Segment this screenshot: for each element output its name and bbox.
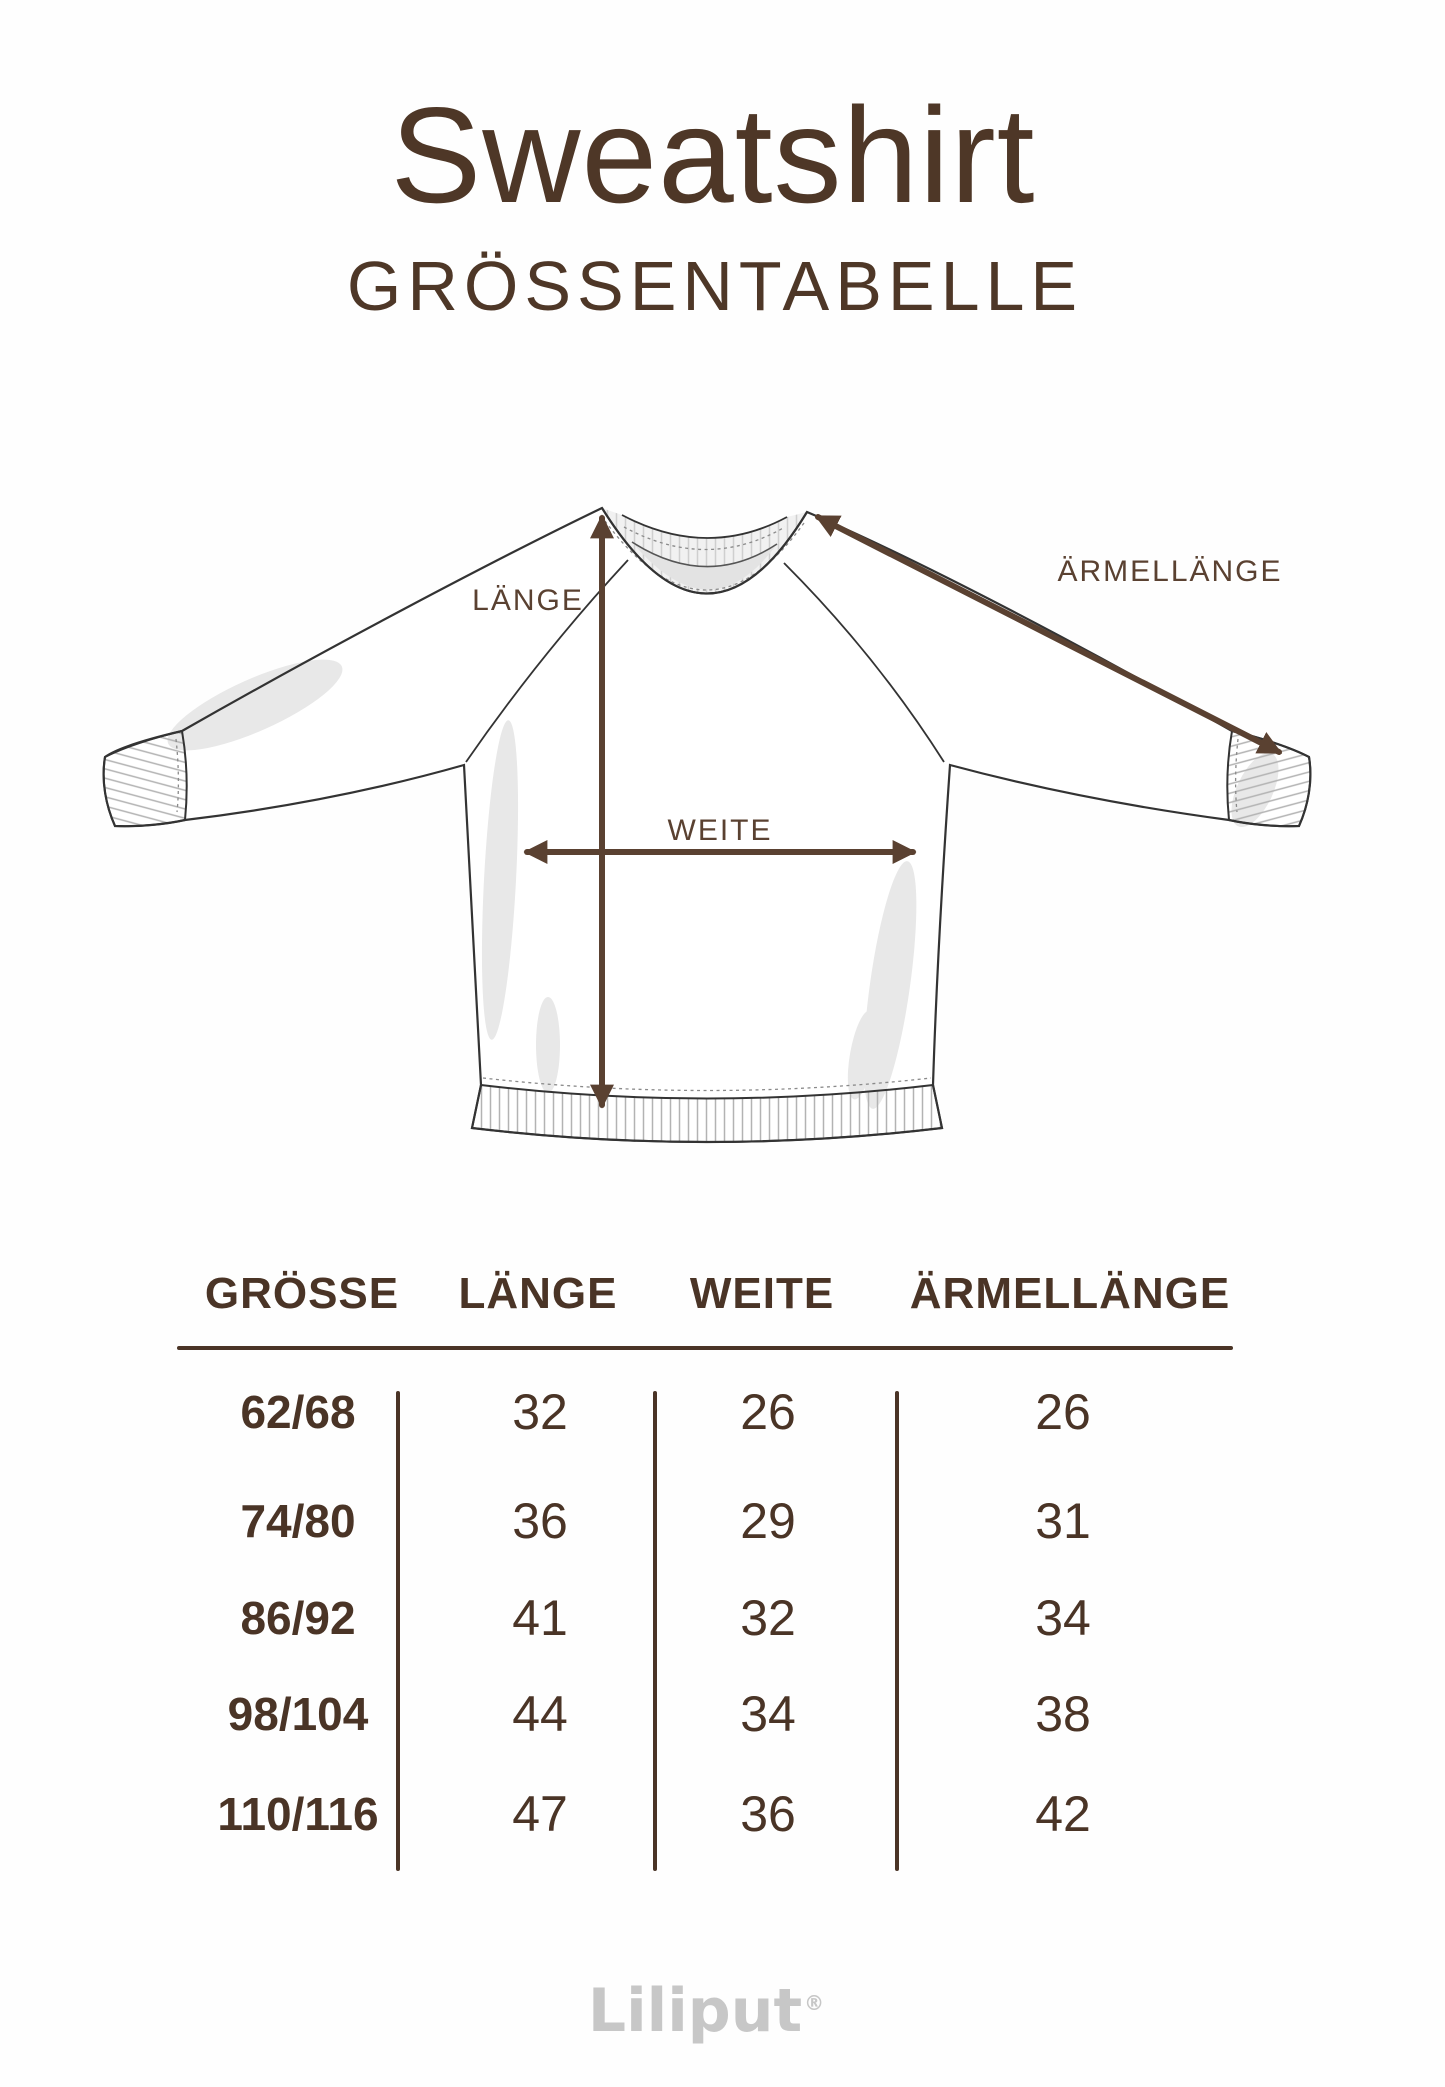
column-divider xyxy=(653,1391,657,1871)
size-value: 110/116 xyxy=(217,1788,379,1840)
column-divider xyxy=(895,1391,899,1871)
weite-value: 34 xyxy=(740,1686,796,1742)
weite-value: 36 xyxy=(740,1786,796,1842)
weite-value: 29 xyxy=(740,1493,796,1549)
col-header-weite: WEITE xyxy=(689,1269,835,1318)
brand-logo xyxy=(588,1976,824,2046)
col-header-aermellaenge: ÄRMELLÄNGE xyxy=(909,1269,1231,1318)
header-underline xyxy=(177,1346,1233,1350)
weite-value: 32 xyxy=(740,1590,796,1646)
laenge-value: 44 xyxy=(512,1686,568,1742)
laenge-value: 32 xyxy=(512,1384,568,1440)
aermellaenge-value: 31 xyxy=(1035,1493,1091,1549)
weite-value: 26 xyxy=(740,1384,796,1440)
col-header-laenge: LÄNGE xyxy=(458,1269,618,1318)
brand-logo-text: Liliput xyxy=(587,1976,803,2046)
size-value: 98/104 xyxy=(227,1688,369,1740)
size-value: 86/92 xyxy=(240,1592,356,1644)
aermellaenge-label: ÄRMELLÄNGE xyxy=(1057,555,1283,588)
size-value: 62/68 xyxy=(240,1386,356,1438)
aermellaenge-value: 38 xyxy=(1035,1686,1091,1742)
laenge-value: 41 xyxy=(512,1590,568,1646)
aermellaenge-value: 42 xyxy=(1035,1786,1091,1842)
laenge-value: 36 xyxy=(512,1493,568,1549)
aermellaenge-value: 26 xyxy=(1035,1384,1091,1440)
aermellaenge-value: 34 xyxy=(1035,1590,1091,1646)
registered-mark: ® xyxy=(804,1991,825,2015)
left-cuff xyxy=(104,731,187,826)
laenge-label: LÄNGE xyxy=(472,584,584,617)
col-header-groesse: GRÖSSE xyxy=(204,1269,400,1318)
column-divider xyxy=(396,1391,400,1871)
page-subtitle: GRÖSSENTABELLE xyxy=(346,247,1084,325)
weite-label: WEITE xyxy=(667,814,773,847)
page-title: Sweatshirt xyxy=(390,79,1036,231)
laenge-value: 47 xyxy=(512,1786,568,1842)
size-value: 74/80 xyxy=(240,1495,356,1547)
